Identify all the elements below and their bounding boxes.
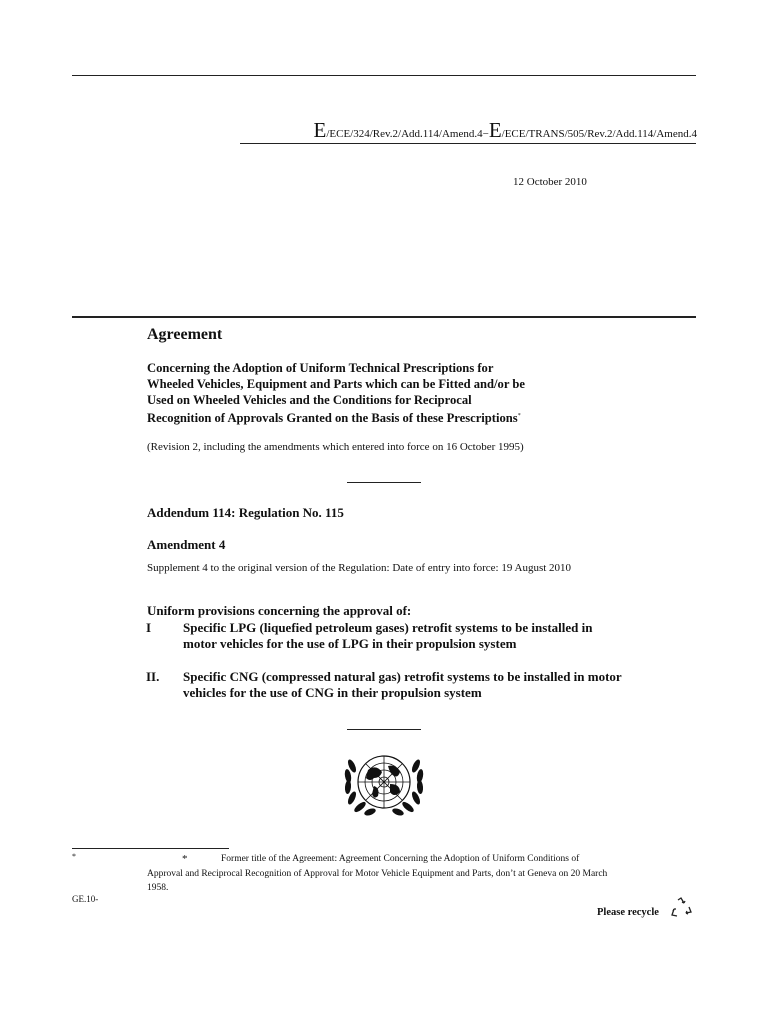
provision-item-2 bbox=[146, 669, 626, 719]
revision-note: (Revision 2, including the amendments which entered into force on 16 October 1995) bbox=[147, 441, 524, 453]
concerning-line-1: Concerning the Adoption of Uniform Technical Prescriptions for bbox=[147, 361, 494, 375]
provision-item-1-num: I bbox=[146, 620, 152, 635]
addendum-heading: Addendum 114: Regulation No. 115 bbox=[147, 505, 344, 520]
thick-rule bbox=[72, 316, 696, 318]
symbol-e-2: E bbox=[488, 118, 502, 142]
provision-item-2-num: II. bbox=[146, 669, 160, 684]
document-symbol bbox=[314, 118, 697, 143]
top-rule bbox=[72, 75, 696, 76]
ge-number: GE.10- bbox=[72, 894, 99, 904]
provisions-title: Uniform provisions concerning the approval of: bbox=[147, 603, 412, 618]
footnote-text: Former title of the Agreement: Agreement Concerning the Adoption of Uniform Conditions of Approval and Reciprocal Recognition of Approval for Motor Vehicle Equipment and Parts, don’t at Geneva on 20 March 1958. bbox=[147, 854, 608, 893]
provision-item-2-text: Specific CNG (compressed natural gas) retrofit systems to be installed in motor vehicles for the use of CNG in their propulsion system bbox=[183, 669, 622, 701]
concerning-line-3: Used on Wheeled Vehicles and the Conditions for Reciprocal bbox=[147, 393, 472, 407]
provision-item-1-text: Specific LPG (liquefied petroleum gases) retrofit systems to be installed in motor vehicles for the use of LPG in their propulsion system bbox=[183, 620, 593, 652]
supplement-text: Supplement 4 to the original version of the Regulation: Date of entry into force: 19 August 2010 bbox=[147, 562, 572, 574]
concerning-line-2: Wheeled Vehicles, Equipment and Parts which can be Fitted and/or be bbox=[147, 377, 525, 391]
symbol-rule bbox=[240, 143, 696, 144]
please-recycle-label: Please recycle bbox=[597, 907, 659, 918]
symbol-separator: − bbox=[482, 128, 489, 140]
agreement-concerning bbox=[147, 360, 622, 426]
symbol-rest-2: /ECE/TRANS/505/Rev.2/Add.114/Amend.4 bbox=[501, 128, 697, 140]
recycle-icon bbox=[669, 897, 693, 919]
symbol-rest-1: /ECE/324/Rev.2/Add.114/Amend.4 bbox=[326, 128, 483, 140]
concerning-line-4-text: Recognition of Approvals Granted on the Basis of these Prescriptions bbox=[147, 411, 518, 426]
separator-rule-2 bbox=[347, 729, 421, 730]
separator-rule-1 bbox=[347, 482, 421, 483]
footnote-rule bbox=[72, 848, 229, 849]
un-emblem-icon bbox=[338, 750, 430, 816]
amendment-heading: Amendment 4 bbox=[147, 537, 226, 552]
concerning-line-4 bbox=[147, 408, 622, 426]
footnote-mark: * bbox=[72, 852, 76, 861]
agreement-heading: Agreement bbox=[147, 326, 223, 343]
symbol-e-1: E bbox=[313, 118, 327, 142]
concerning-footnote-mark: * bbox=[517, 413, 521, 419]
document-date: 12 October 2010 bbox=[513, 176, 587, 188]
provision-item-1 bbox=[146, 620, 626, 670]
footnote-star: * bbox=[182, 853, 188, 865]
